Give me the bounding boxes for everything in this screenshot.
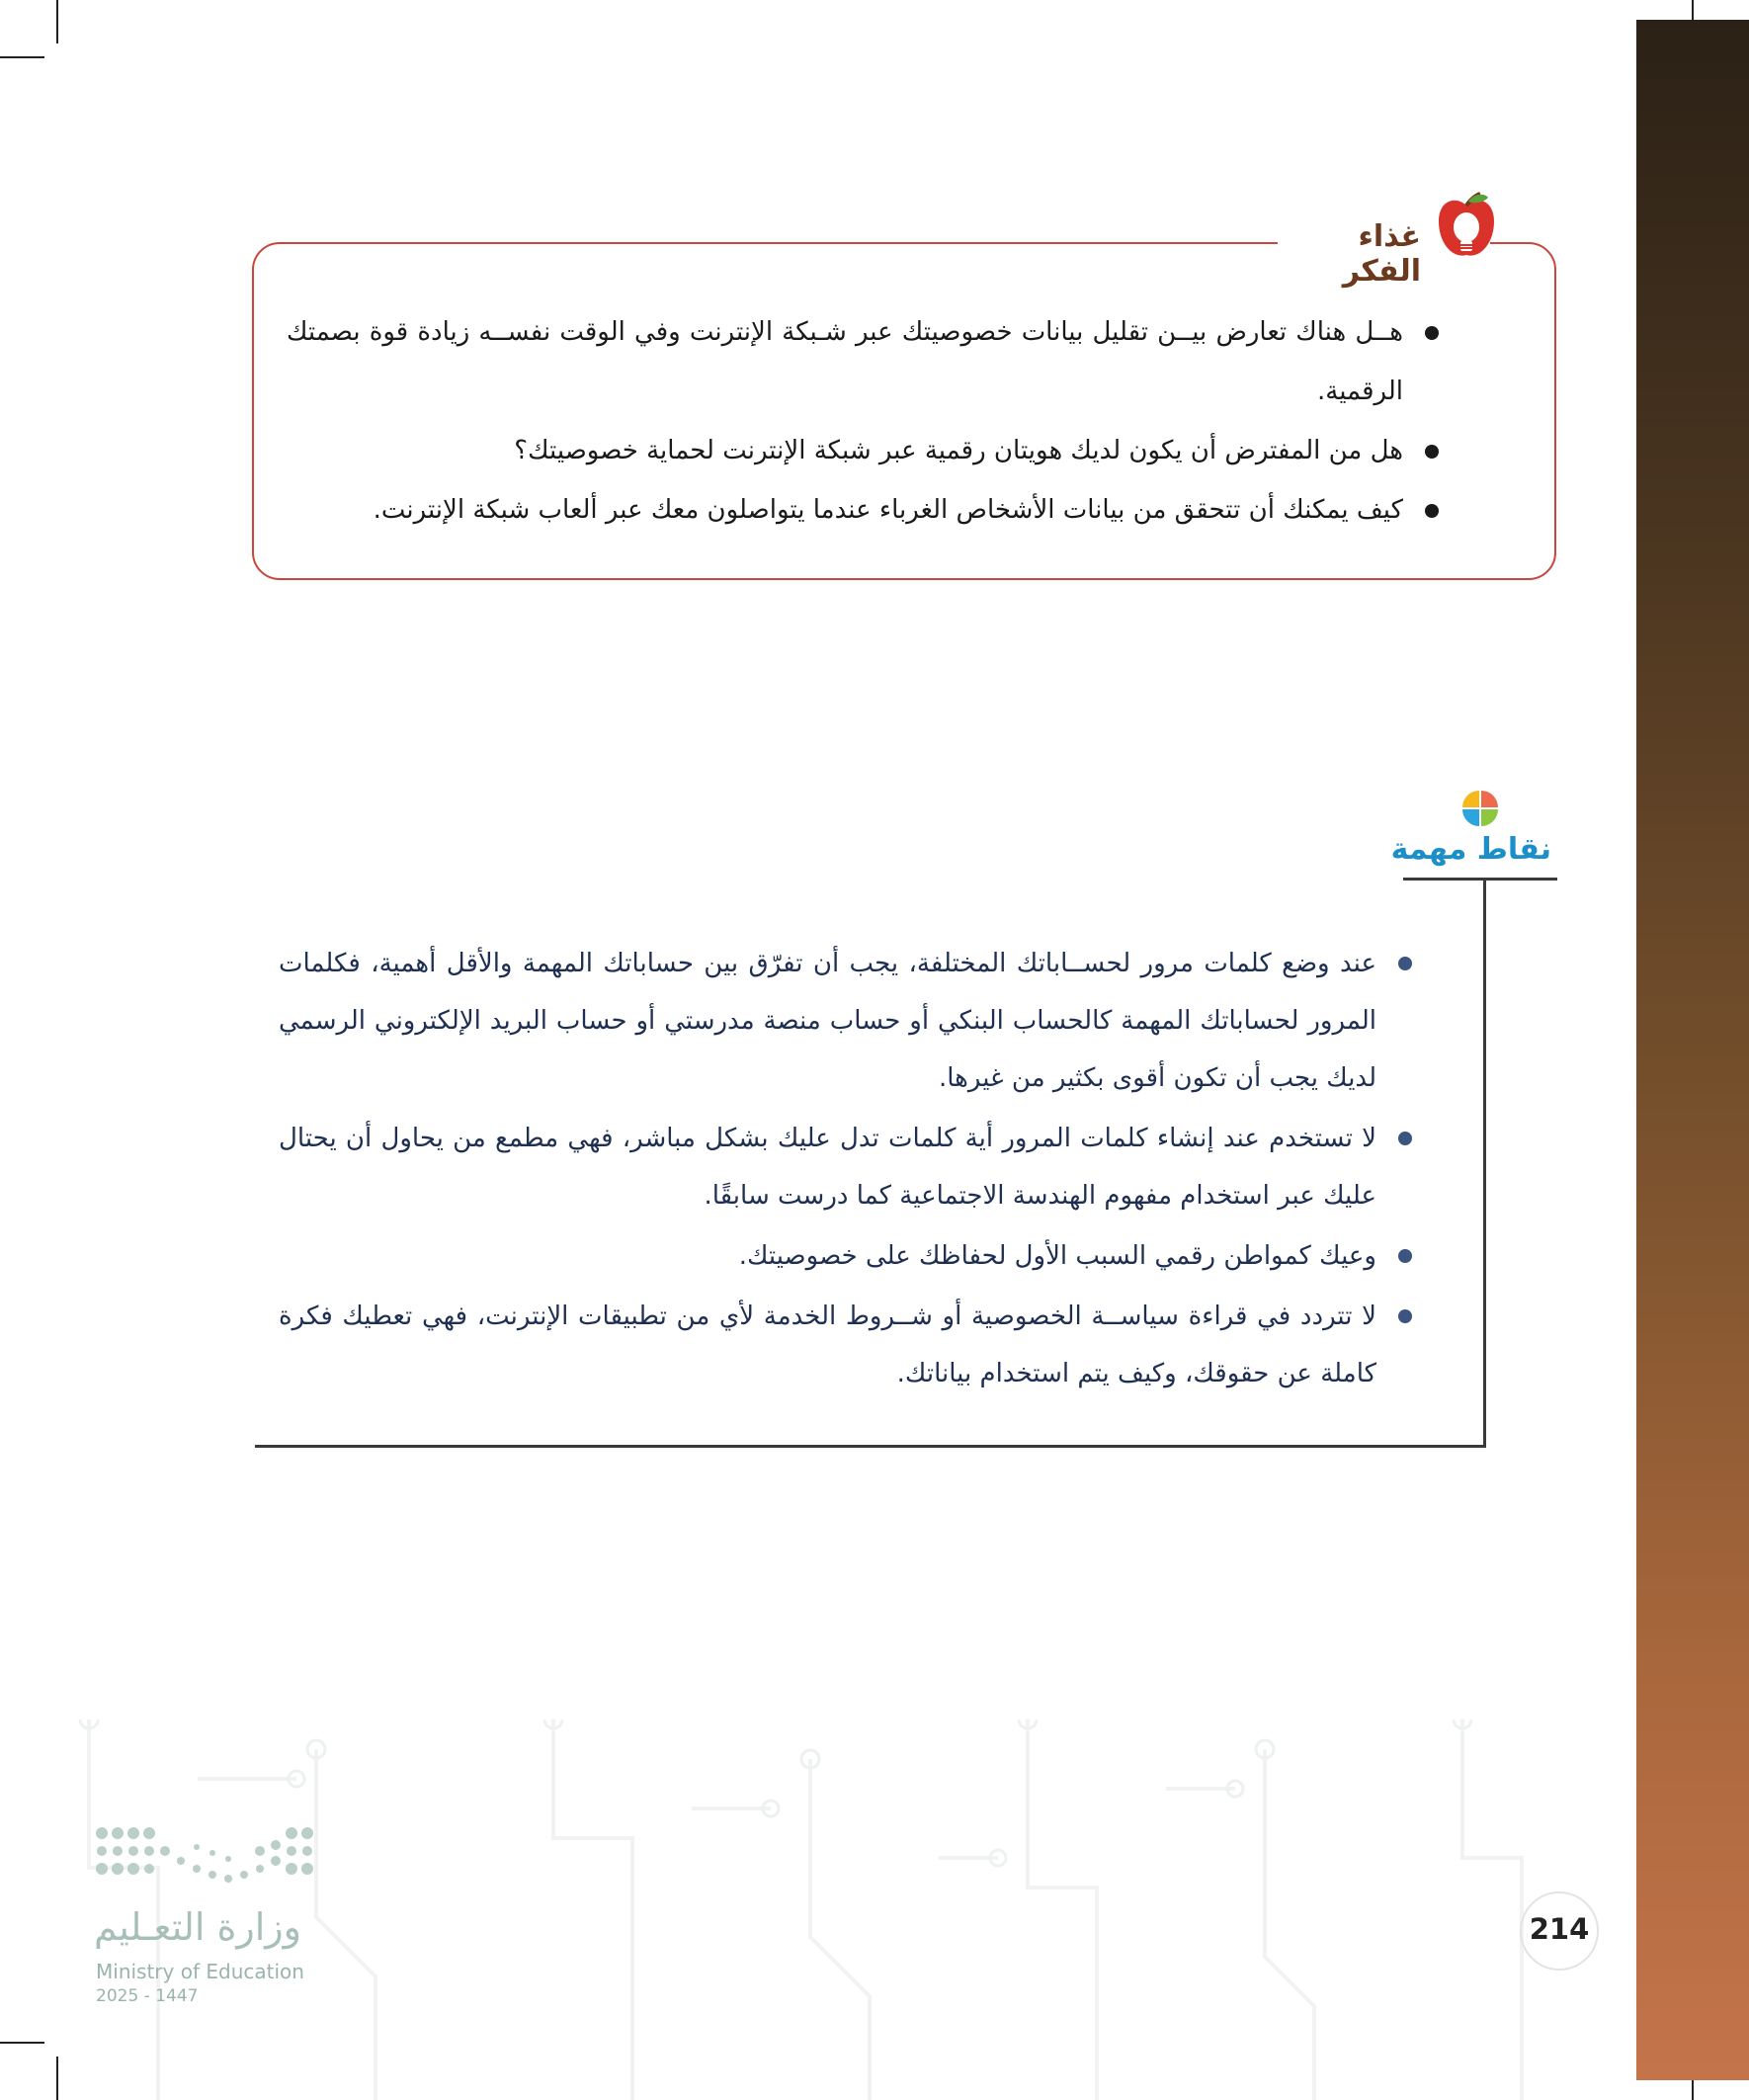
ministry-year: 2025 - 1447 bbox=[96, 1986, 199, 2006]
crop-mark bbox=[0, 56, 44, 58]
ministry-name-en: Ministry of Education bbox=[96, 1960, 304, 1983]
title-underline bbox=[1403, 878, 1557, 881]
food-for-thought-list bbox=[287, 302, 1443, 540]
ministry-name-ar: وزارة التعـليم bbox=[94, 1905, 302, 1949]
list-item: هل من المفترض أن يكون لديك هويتان رقمية عبر شبكة الإنترنت لحماية خصوصيتك؟ bbox=[287, 421, 1443, 480]
list-item: لا تتردد في قراءة سياســة الخصوصية أو شــروط الخدمة لأي من تطبيقات الإنترنت، فهي تعطيك فكرة كاملة عن حقوقك، وكيف يتم استخدام بياناتك. bbox=[279, 1288, 1416, 1402]
food-for-thought-title: غذاء الفكر bbox=[1342, 219, 1421, 289]
crop-mark bbox=[56, 0, 58, 43]
frame-line bbox=[1483, 878, 1486, 1448]
important-points-title: نقاط مهمة bbox=[1390, 832, 1551, 867]
list-item: عند وضع كلمات مرور لحســاباتك المختلفة، يجب أن تفرّق بين حساباتك المهمة والأقل أهمية، فكلمات المرور لحساباتك المهمة كالحساب البنكي أو حساب منصة مدرستي أو حساب البريد الإلكتروني الرسمي لديك يجب أن تكون أقوى بكثير من غيرها. bbox=[279, 935, 1416, 1107]
frame-line bbox=[255, 1445, 1486, 1448]
list-item: وعيك كمواطن رقمي السبب الأول لحفاظك على خصوصيتك. bbox=[279, 1227, 1416, 1285]
ministry-logo bbox=[94, 1823, 321, 1892]
apple-bulb-icon bbox=[1435, 192, 1498, 261]
list-item: لا تستخدم عند إنشاء كلمات المرور أية كلمات تدل عليك بشكل مباشر، فهي مطمع من يحاول أن يحتال عليك عبر استخدام مفهوم الهندسة الاجتماعية كما درست سابقًا. bbox=[279, 1110, 1416, 1224]
list-item: كيف يمكنك أن تتحقق من بيانات الأشخاص الغرباء عندما يتواصلون معك عبر ألعاب شبكة الإنترنت. bbox=[287, 480, 1443, 540]
side-color-bar bbox=[1636, 20, 1749, 2080]
petals-icon bbox=[1451, 779, 1510, 838]
page-number: 214 bbox=[1529, 1912, 1590, 1946]
important-points-list bbox=[279, 935, 1416, 1402]
list-item: هــل هناك تعارض بيــن تقليل بيانات خصوصيتك عبر شـبكة الإنترنت وفي الوقت نفســه زيادة قوة بصمتك الرقمية. bbox=[287, 302, 1443, 421]
